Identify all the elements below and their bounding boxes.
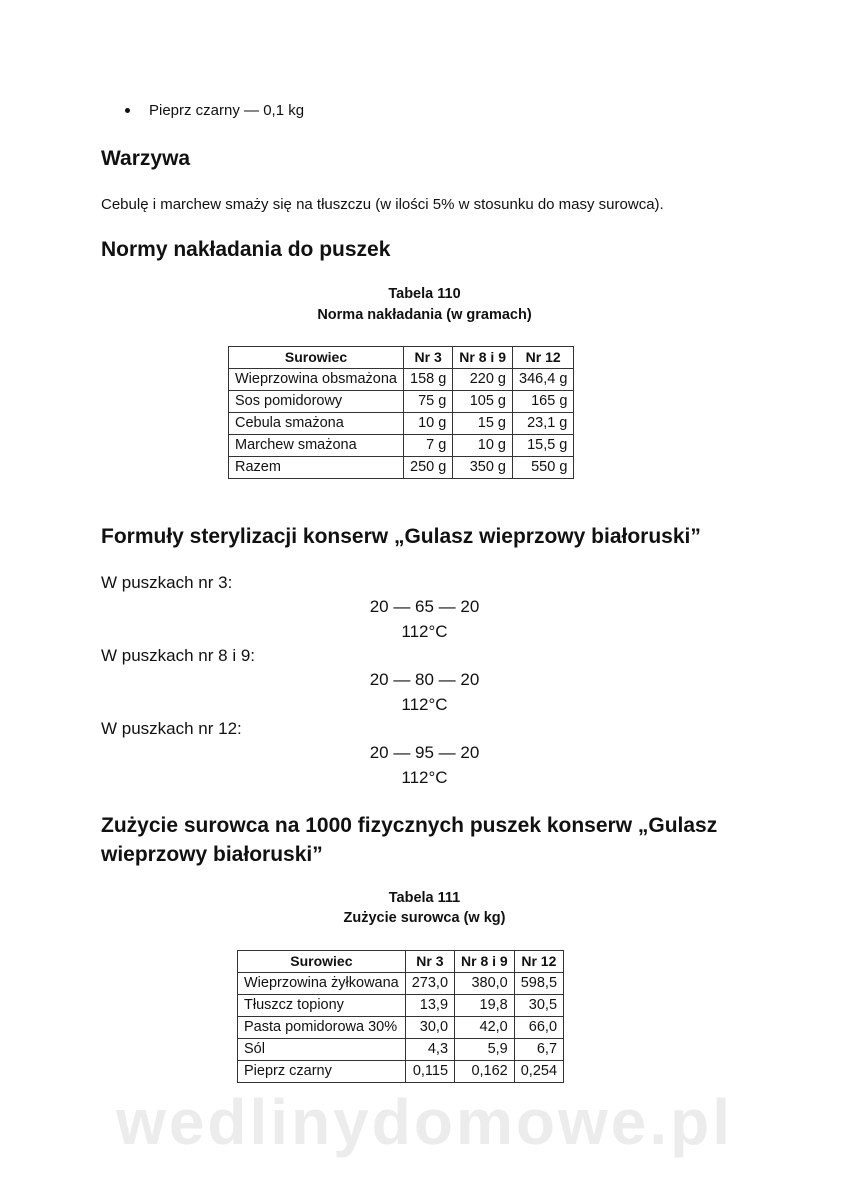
table-cell-value: 13,9 — [405, 995, 454, 1017]
paragraph-warzywa: Cebulę i marchew smaży się na tłuszczu (w ilości 5% w stosunku do masy surowca). — [101, 196, 664, 213]
table-row — [229, 391, 574, 413]
table-header-cell: Nr 12 — [513, 347, 574, 369]
table-row — [238, 1039, 564, 1061]
table-cell-name: Pieprz czarny — [238, 1061, 406, 1083]
table-111-subtitle: Zużycie surowca (w kg) — [343, 910, 506, 926]
formula-nr3: 20 — 65 — 20 — [369, 597, 480, 616]
table-header-cell: Surowiec — [229, 347, 404, 369]
watermark-logo: wedlinydomowe.pl — [116, 1086, 733, 1158]
table-header-cell: Surowiec — [238, 951, 406, 973]
table-cell-value: 30,0 — [405, 1017, 454, 1039]
table-cell-value: 346,4 g — [513, 369, 574, 391]
formula-nr12: 20 — 95 — 20 — [369, 743, 480, 762]
table-cell-name: Tłuszcz topiony — [238, 995, 406, 1017]
table-cell-value: 380,0 — [455, 973, 515, 995]
table-row — [229, 413, 574, 435]
table-cell-value: 0,115 — [405, 1061, 454, 1083]
table-cell-value: 250 g — [404, 457, 453, 479]
table-row — [238, 995, 564, 1017]
table-cell-name: Marchew smażona — [229, 435, 404, 457]
table-111-title: Tabela 111 — [388, 890, 461, 906]
table-cell-value: 10 g — [453, 435, 513, 457]
table-header-cell: Nr 3 — [404, 347, 453, 369]
table-cell-value: 105 g — [453, 391, 513, 413]
table-110 — [228, 346, 574, 479]
table-cell-name: Sos pomidorowy — [229, 391, 404, 413]
table-cell-value: 550 g — [513, 457, 574, 479]
formula-label-nr3: W puszkach nr 3: — [101, 573, 233, 592]
table-row — [238, 1017, 564, 1039]
table-cell-value: 158 g — [404, 369, 453, 391]
table-cell-value: 6,7 — [514, 1039, 563, 1061]
formula-label-nr12: W puszkach nr 12: — [101, 719, 242, 738]
table-cell-name: Wieprzowina obsmażona — [229, 369, 404, 391]
table-cell-value: 4,3 — [405, 1039, 454, 1061]
table-header-cell: Nr 8 i 9 — [455, 951, 515, 973]
table-header-cell: Nr 8 i 9 — [453, 347, 513, 369]
table-cell-name: Wieprzowina żyłkowana — [238, 973, 406, 995]
heading-warzywa: Warzywa — [101, 147, 191, 170]
table-cell-value: 7 g — [404, 435, 453, 457]
heading-zuzycie-line2: wieprzowy białoruski” — [101, 843, 323, 866]
table-row — [229, 369, 574, 391]
table-cell-value: 66,0 — [514, 1017, 563, 1039]
table-cell-value: 19,8 — [455, 995, 515, 1017]
table-row — [238, 1061, 564, 1083]
table-cell-value: 30,5 — [514, 995, 563, 1017]
table-cell-value: 23,1 g — [513, 413, 574, 435]
table-header-row — [238, 951, 564, 973]
table-cell-name: Cebula smażona — [229, 413, 404, 435]
table-cell-value: 75 g — [404, 391, 453, 413]
bullet-text: Pieprz czarny — 0,1 kg — [149, 102, 305, 119]
table-cell-value: 598,5 — [514, 973, 563, 995]
table-row — [238, 973, 564, 995]
table-cell-value: 0,254 — [514, 1061, 563, 1083]
table-110-subtitle: Norma nakładania (w gramach) — [317, 307, 532, 323]
table-cell-value: 165 g — [513, 391, 574, 413]
formula-nr8-9: 20 — 80 — 20 — [369, 670, 480, 689]
formula-label-nr8-9: W puszkach nr 8 i 9: — [101, 646, 256, 665]
formula-temp-nr12: 112°C — [401, 768, 448, 787]
table-cell-value: 5,9 — [455, 1039, 515, 1061]
bullet-list-item — [125, 102, 304, 119]
table-cell-name: Sól — [238, 1039, 406, 1061]
table-row — [229, 457, 574, 479]
table-cell-value: 15 g — [453, 413, 513, 435]
bullet-dot-icon — [125, 108, 130, 113]
table-cell-value: 220 g — [453, 369, 513, 391]
table-header-cell: Nr 12 — [514, 951, 563, 973]
table-111 — [237, 950, 564, 1083]
table-cell-value: 10 g — [404, 413, 453, 435]
table-header-cell: Nr 3 — [405, 951, 454, 973]
table-cell-value: 42,0 — [455, 1017, 515, 1039]
heading-formuly: Formuły sterylizacji konserw „Gulasz wieprzowy białoruski” — [101, 525, 701, 548]
heading-zuzycie-line1: Zużycie surowca na 1000 fizycznych puszek konserw „Gulasz — [101, 814, 718, 837]
table-header-row — [229, 347, 574, 369]
table-110-title: Tabela 110 — [388, 286, 461, 302]
heading-normy: Normy nakładania do puszek — [101, 238, 391, 261]
table-cell-value: 350 g — [453, 457, 513, 479]
table-cell-value: 0,162 — [455, 1061, 515, 1083]
formula-temp-nr3: 112°C — [401, 622, 448, 641]
table-cell-value: 15,5 g — [513, 435, 574, 457]
table-cell-value: 273,0 — [405, 973, 454, 995]
formula-temp-nr8-9: 112°C — [401, 695, 448, 714]
table-cell-name: Pasta pomidorowa 30% — [238, 1017, 406, 1039]
table-cell-name: Razem — [229, 457, 404, 479]
table-row — [229, 435, 574, 457]
